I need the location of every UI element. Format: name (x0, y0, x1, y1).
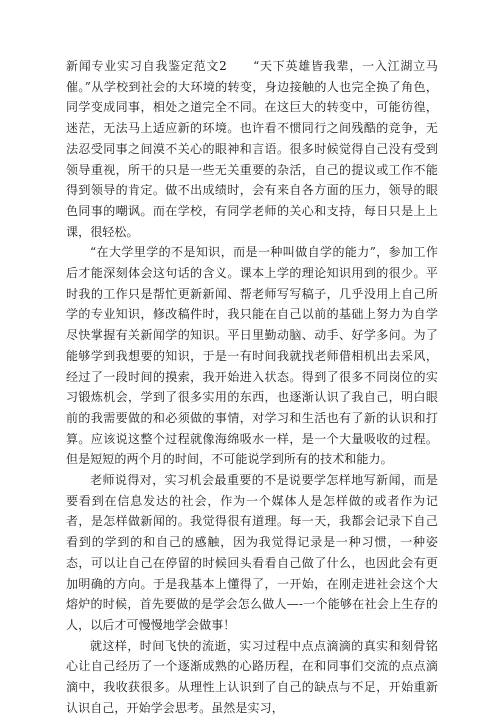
document-body (66, 56, 438, 719)
paragraph-2: “在大学里学的不是知识，而是一种叫做自学的能力”，参加工作后才能深刻体会这句话的含义。课本上学的理论知识用到的很少。平时我的工作只是帮忙更新新闻、帮老师写写稿子，几乎没用上自己所学的专业知识，修改稿件时，我只能在自己以前的基础上努力为自学尽快掌握有关新闻学的知识。平日里勤动脑、动手、好学多问。为了能够学到我想要的知识，于是一有时间我就找老师借相机出去采风，经过了一段时间的摸索，我开始进入状态。得到了很多不同岗位的实习锻炼机会，学到了很多实用的东西，也逐渐认识了我自己，明白眼前的我需要做的和必须做的事情，对学习和生活也有了新的认识和打算。应该说这整个过程就像海绵吸水一样，是一个大量吸收的过程。但是短短的两个月的时间，不可能说学到所有的技术和能力。 (66, 245, 438, 467)
paragraph-4: 就这样，时间飞快的流逝，实习过程中点点滴滴的真实和刻骨铭心让自己经历了一个逐渐成熟的心路历程，在和同事们交流的点点滴滴中，我收获很多。从理性上认识到了自己的缺点与不足，开始重新认识自己，开始学会思考。虽然是实习， (66, 638, 438, 715)
paragraph-1: 新闻专业实习自我鉴定范文2 “天下英雄皆我辈，一入江湖立马催。”从学校到社会的大环境的转变，身边接触的人也完全换了角色，同学变成同事，相处之道完全不同。在这巨大的转变中，可能彷徨，迷茫，无法马上适应新的环境。也许看不惯同行之间残酷的竞争，无法忍受同事之间漠不关心的眼神和言语。很多时候觉得自己没有受到领导重视，所干的只是一些无关重要的杂活，自己的提议或工作不能得到领导的肯定。做不出成绩时，会有来自各方面的压力，领导的眼色同事的嘲讽。而在学校，有同学老师的关心和支持，每日只是上上课，很轻松。 (66, 59, 438, 239)
paragraph-3: 老师说得对，实习机会最重要的不是说要学怎样地写新闻，而是要看到在信息发达的社会，作为一个媒体人是怎样做的或者作为记者，是怎样做新闻的。我觉得很有道理。每一天，我都会记录下自己看到的学到的和自己的感触，因为我觉得记录是一种习惯，一种姿态，可以让自己在停留的时候回头看看自己做了什么，也因此会有更加明确的方向。于是我基本上懂得了，一开始，在刚走进社会这个大熔炉的时候，首先要做的是学会怎么做人—-一个能够在社会上生存的人，以后才可慢慢地学会做事！ (66, 473, 438, 632)
